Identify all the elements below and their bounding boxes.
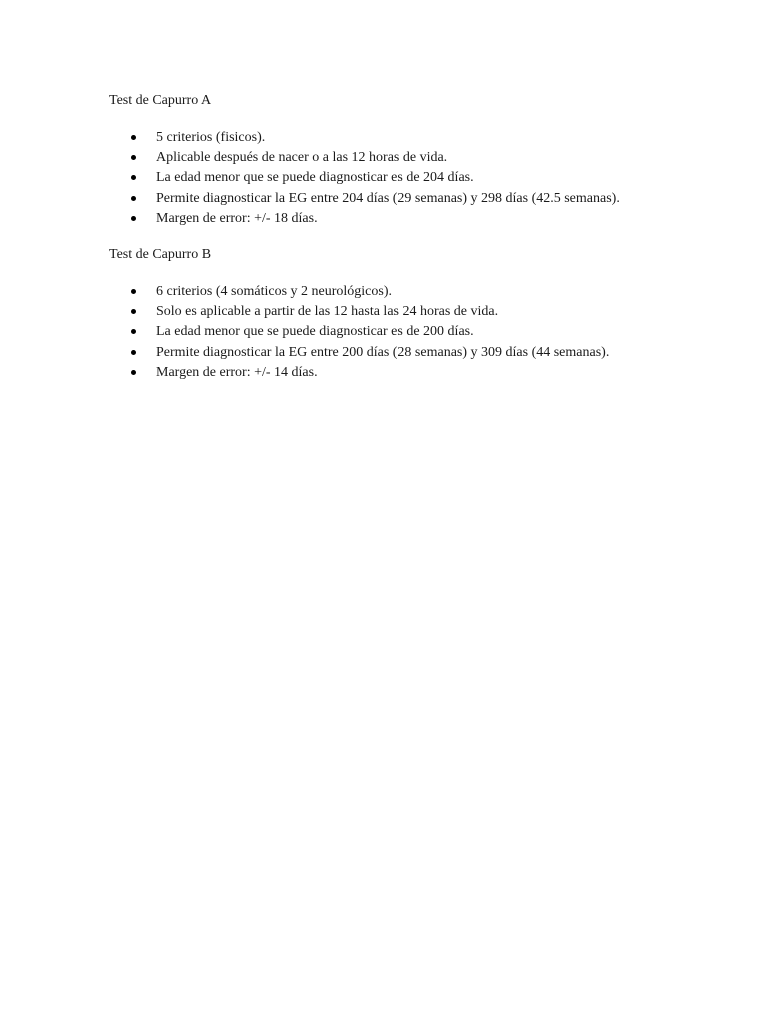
list-item: [109, 302, 729, 322]
bullet-icon: [131, 309, 136, 314]
list-item: [109, 168, 729, 188]
section-heading: Test de Capurro A: [109, 93, 212, 108]
bullet-list: [109, 128, 729, 229]
bullet-icon: [131, 175, 136, 180]
list-item: [109, 189, 729, 209]
bullet-icon: [131, 196, 136, 201]
list-item-text: La edad menor que se puede diagnosticar es de 204 días.: [156, 170, 474, 186]
bullet-icon: [131, 216, 136, 221]
bullet-icon: [131, 135, 136, 140]
list-item: [109, 343, 729, 363]
bullet-icon: [131, 155, 136, 160]
list-item: [109, 322, 729, 342]
list-item: [109, 148, 729, 168]
bullet-icon: [131, 329, 136, 334]
list-item: [109, 209, 729, 229]
list-item: [109, 282, 729, 302]
list-item-text: Solo es aplicable a partir de las 12 hasta las 24 horas de vida.: [156, 304, 499, 320]
list-item: [109, 128, 729, 148]
list-item-text: 5 criterios (fisicos).: [156, 130, 266, 145]
bullet-icon: [131, 289, 136, 294]
bullet-icon: [131, 370, 136, 375]
section-capurro-a: [109, 92, 729, 229]
list-item-text: Aplicable después de nacer o a las 12 horas de vida.: [156, 150, 448, 166]
bullet-list: [109, 282, 729, 383]
list-item-text: Margen de error: +/- 14 días.: [156, 364, 318, 380]
bullet-icon: [131, 350, 136, 355]
list-item: [109, 363, 729, 383]
section-capurro-b: [109, 246, 729, 383]
list-item-text: Margen de error: +/- 18 días.: [156, 210, 318, 226]
list-item-text: Permite diagnosticar la EG entre 200 días (28 semanas) y 309 días (44 semanas).: [156, 344, 610, 360]
list-item-text: 6 criterios (4 somáticos y 2 neurológicos).: [156, 284, 393, 299]
section-heading: Test de Capurro B: [109, 247, 212, 262]
list-item-text: La edad menor que se puede diagnosticar es de 200 días.: [156, 324, 474, 340]
list-item-text: Permite diagnosticar la EG entre 204 días (29 semanas) y 298 días (42.5 semanas).: [156, 190, 620, 206]
